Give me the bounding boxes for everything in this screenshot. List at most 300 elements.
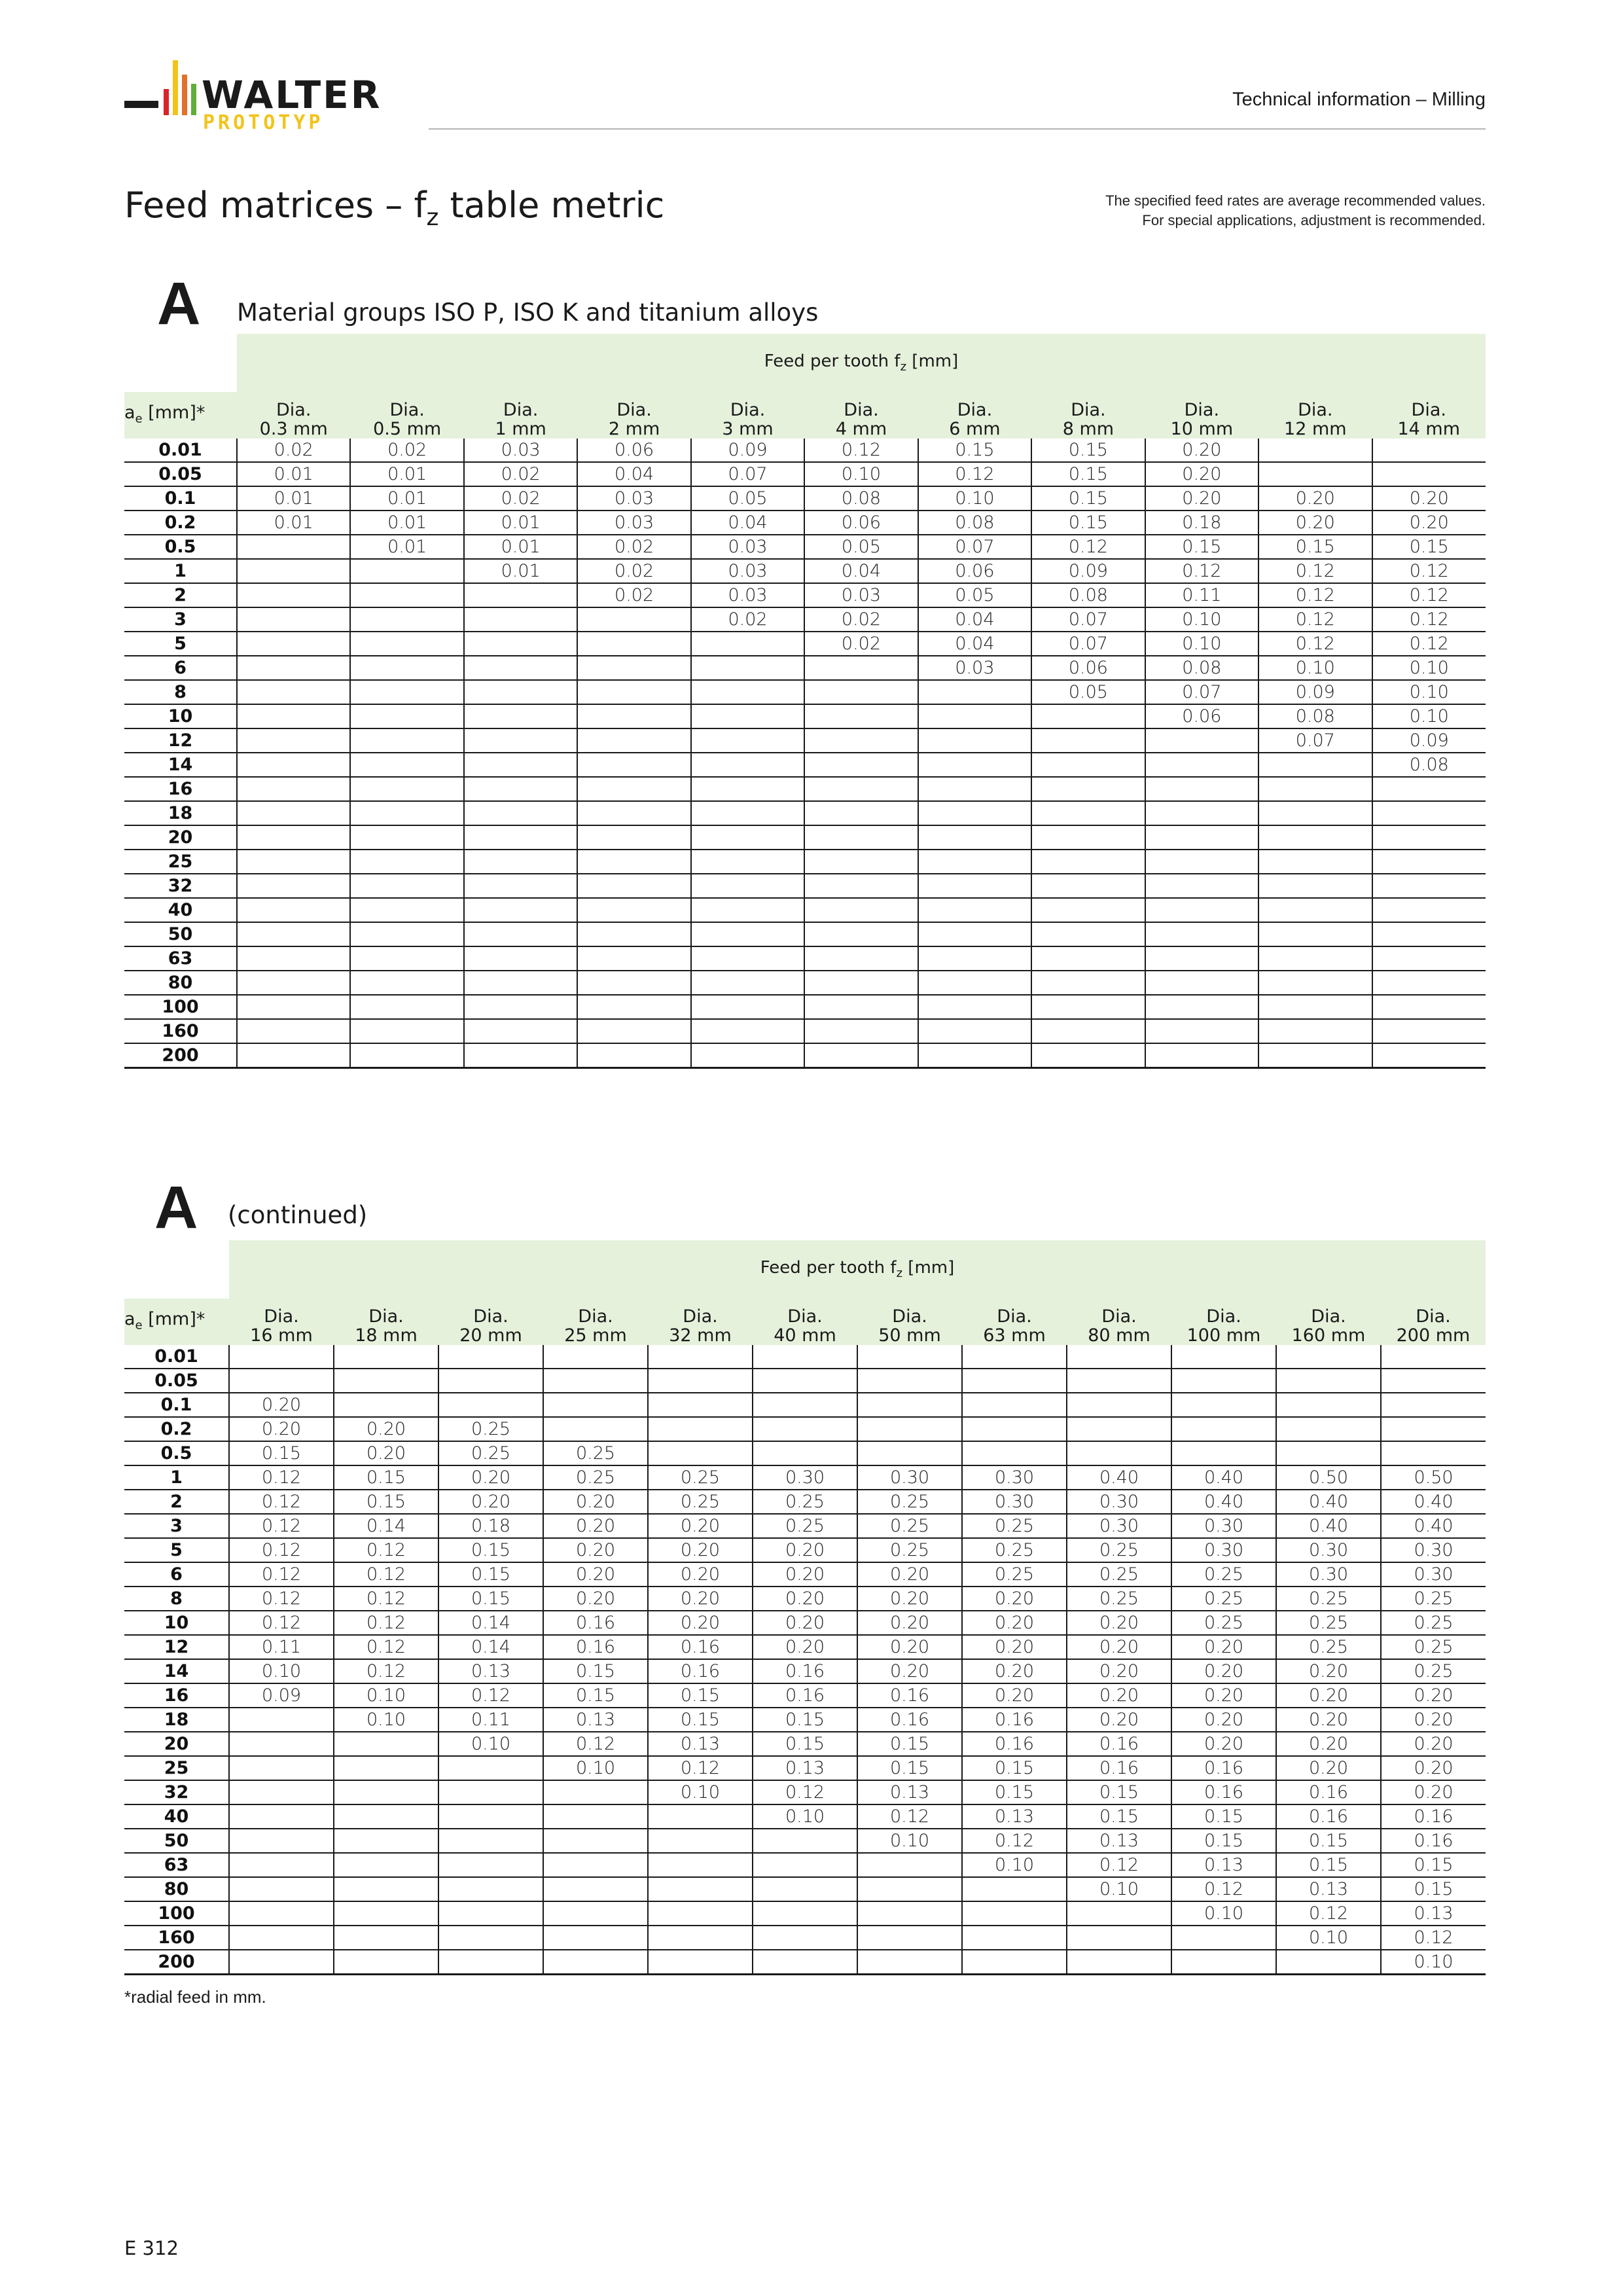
feed-cell: 0.12	[229, 1587, 334, 1611]
feed-cell: 0.08	[1258, 704, 1372, 728]
table-row	[124, 1019, 1486, 1043]
feed-cell	[857, 1877, 962, 1901]
feed-cell: 0.12	[1171, 1877, 1276, 1901]
feed-cell: 0.12	[334, 1635, 438, 1659]
table-row	[124, 1756, 1486, 1780]
feed-cell: 0.12	[1258, 559, 1372, 583]
feed-cell	[350, 946, 463, 971]
feed-cell	[1258, 995, 1372, 1019]
feed-cell	[543, 1345, 648, 1369]
feed-cell	[1372, 922, 1486, 946]
feed-cell	[1258, 1043, 1372, 1068]
feed-cell: 0.20	[1067, 1611, 1171, 1635]
column-header: Dia. 20 mm	[438, 1299, 543, 1345]
feed-cell: 0.09	[1031, 559, 1145, 583]
feed-cell	[691, 946, 804, 971]
feed-cell	[350, 559, 463, 583]
feed-cell: 0.25	[962, 1562, 1067, 1587]
feed-cell	[804, 971, 918, 995]
ae-value: 0.05	[124, 462, 237, 486]
feed-cell	[804, 874, 918, 898]
feed-cell: 0.15	[918, 439, 1031, 462]
feed-cell: 0.05	[691, 486, 804, 511]
feed-cell: 0.12	[334, 1538, 438, 1562]
feed-cell: 0.25	[1381, 1659, 1486, 1683]
feed-cell: 0.40	[1171, 1490, 1276, 1514]
ae-value: 50	[124, 922, 237, 946]
feed-cell	[350, 753, 463, 777]
feed-cell	[804, 946, 918, 971]
feed-cell: 0.13	[1171, 1853, 1276, 1877]
feed-cell: 0.12	[229, 1514, 334, 1538]
table-row	[124, 1780, 1486, 1804]
feed-cell	[648, 1950, 753, 1975]
feed-cell: 0.20	[1276, 1683, 1381, 1708]
feed-cell	[577, 680, 690, 704]
feed-cell: 0.25	[648, 1490, 753, 1514]
table-row	[124, 1683, 1486, 1708]
feed-cell: 0.12	[229, 1611, 334, 1635]
feed-cell	[577, 656, 690, 680]
feed-cell	[962, 1950, 1067, 1975]
feed-cell: 0.12	[1381, 1926, 1486, 1950]
feed-cell: 0.04	[577, 462, 690, 486]
feed-cell	[804, 656, 918, 680]
feed-cell: 0.25	[438, 1441, 543, 1465]
ae-value: 12	[124, 728, 237, 753]
ae-value: 0.5	[124, 535, 237, 559]
feed-cell: 0.16	[1381, 1829, 1486, 1853]
feed-cell: 0.13	[857, 1780, 962, 1804]
feed-cell: 0.13	[543, 1708, 648, 1732]
table-row	[124, 1926, 1486, 1950]
ae-value: 18	[124, 1708, 229, 1732]
feed-cell: 0.20	[962, 1635, 1067, 1659]
feed-cell: 0.02	[577, 559, 690, 583]
feed-cell	[438, 1804, 543, 1829]
feed-cell	[577, 922, 690, 946]
ae-value: 160	[124, 1926, 229, 1950]
feed-cell: 0.25	[1381, 1587, 1486, 1611]
ae-value: 8	[124, 1587, 229, 1611]
ae-value: 20	[124, 825, 237, 850]
feed-cell	[1031, 971, 1145, 995]
feed-cell: 0.03	[464, 439, 577, 462]
feed-cell: 0.03	[691, 559, 804, 583]
feed-cell: 0.08	[918, 511, 1031, 535]
feed-cell	[1372, 825, 1486, 850]
column-header: Dia. 2 mm	[577, 392, 690, 439]
feed-cell	[857, 1393, 962, 1417]
feed-cell	[1145, 971, 1258, 995]
feed-cell: 0.25	[857, 1514, 962, 1538]
feed-cell	[1145, 874, 1258, 898]
table-row	[124, 607, 1486, 632]
feed-cell	[577, 753, 690, 777]
feed-cell	[577, 874, 690, 898]
ae-value: 6	[124, 656, 237, 680]
note-line-2: For special applications, adjustment is recommended.	[1142, 212, 1486, 228]
feed-cell	[648, 1926, 753, 1950]
feed-cell	[438, 1950, 543, 1975]
feed-cell: 0.12	[229, 1490, 334, 1514]
table-row	[124, 1587, 1486, 1611]
feed-cell	[1067, 1441, 1171, 1465]
feed-cell: 0.25	[1171, 1587, 1276, 1611]
feed-cell	[543, 1780, 648, 1804]
feed-cell	[350, 656, 463, 680]
table-row	[124, 825, 1486, 850]
feed-cell: 0.04	[918, 632, 1031, 656]
feed-cell	[918, 922, 1031, 946]
feed-cell: 0.10	[1258, 656, 1372, 680]
feed-cell	[918, 850, 1031, 874]
feed-cell: 0.20	[962, 1659, 1067, 1683]
feed-cell: 0.12	[334, 1611, 438, 1635]
feed-cell: 0.12	[1372, 607, 1486, 632]
feed-cell	[918, 946, 1031, 971]
feed-cell	[753, 1829, 857, 1853]
feed-cell	[691, 632, 804, 656]
feed-cell	[438, 1901, 543, 1926]
feed-cell: 0.01	[464, 559, 577, 583]
feed-cell: 0.20	[648, 1514, 753, 1538]
feed-cell	[577, 1043, 690, 1068]
ae-value: 32	[124, 1780, 229, 1804]
ae-value: 5	[124, 632, 237, 656]
feed-cell	[691, 1019, 804, 1043]
table-row	[124, 1853, 1486, 1877]
feed-cell	[1031, 801, 1145, 825]
column-header: Dia. 50 mm	[857, 1299, 962, 1345]
feed-cell	[1145, 1043, 1258, 1068]
feed-cell: 0.20	[1381, 1708, 1486, 1732]
feed-cell: 0.15	[1171, 1829, 1276, 1853]
feed-cell: 0.20	[648, 1538, 753, 1562]
feed-cell: 0.16	[648, 1635, 753, 1659]
feed-cell: 0.20	[1067, 1683, 1171, 1708]
feed-cell	[334, 1369, 438, 1393]
feed-cell	[334, 1853, 438, 1877]
walter-prototyp-logo	[124, 60, 406, 132]
feed-cell	[857, 1417, 962, 1441]
feed-cell	[648, 1877, 753, 1901]
feed-cell: 0.10	[753, 1804, 857, 1829]
feed-cell	[1372, 777, 1486, 801]
table-row	[124, 922, 1486, 946]
feed-cell: 0.20	[857, 1562, 962, 1587]
feed-cell	[918, 971, 1031, 995]
feed-cell	[577, 777, 690, 801]
feed-cell: 0.30	[962, 1465, 1067, 1490]
feed-cell: 0.02	[464, 486, 577, 511]
table-row	[124, 971, 1486, 995]
feed-cell: 0.03	[577, 486, 690, 511]
feed-cell: 0.07	[918, 535, 1031, 559]
feed-cell: 0.15	[1276, 1853, 1381, 1877]
feed-cell	[1031, 898, 1145, 922]
feed-cell: 0.12	[918, 462, 1031, 486]
ae-value: 18	[124, 801, 237, 825]
feed-cell: 0.05	[1031, 680, 1145, 704]
table-row	[124, 1611, 1486, 1635]
feed-cell: 0.30	[1171, 1514, 1276, 1538]
feed-cell: 0.06	[804, 511, 918, 535]
feed-cell: 0.30	[1171, 1538, 1276, 1562]
feed-cell	[1381, 1369, 1486, 1393]
table-row	[124, 1490, 1486, 1514]
feed-cell	[229, 1732, 334, 1756]
feed-cell: 0.20	[1145, 462, 1258, 486]
feed-cell	[1258, 850, 1372, 874]
table-row	[124, 511, 1486, 535]
ae-value: 0.01	[124, 439, 237, 462]
feed-table-1	[124, 334, 1486, 1069]
feed-cell	[1258, 946, 1372, 971]
feed-cell	[691, 728, 804, 753]
feed-cell	[1031, 1043, 1145, 1068]
feed-cell	[1276, 1393, 1381, 1417]
page-title: Feed matrices – $f_z$ table metric	[124, 185, 665, 231]
feed-cell: 0.20	[648, 1562, 753, 1587]
feed-cell: 0.10	[804, 462, 918, 486]
table-row	[124, 777, 1486, 801]
ae-value: 0.1	[124, 1393, 229, 1417]
feed-cell	[1145, 825, 1258, 850]
feed-cell	[464, 1019, 577, 1043]
feed-cell: 0.12	[1145, 559, 1258, 583]
feed-cell	[962, 1926, 1067, 1950]
logo-name: WALTER	[202, 73, 382, 117]
feed-cell: 0.09	[691, 439, 804, 462]
table-row	[124, 728, 1486, 753]
feed-cell: 0.25	[962, 1538, 1067, 1562]
table-row	[124, 1369, 1486, 1393]
feed-cell: 0.10	[857, 1829, 962, 1853]
feed-cell: 0.07	[1258, 728, 1372, 753]
feed-cell: 0.01	[237, 462, 350, 486]
feed-cell: 0.10	[1372, 680, 1486, 704]
feed-cell	[237, 656, 350, 680]
feed-cell: 0.09	[1258, 680, 1372, 704]
feed-cell	[918, 753, 1031, 777]
feed-cell: 0.15	[438, 1562, 543, 1587]
feed-cell: 0.20	[753, 1538, 857, 1562]
footnote: *radial feed in mm.	[124, 1987, 266, 2007]
feed-cell	[691, 850, 804, 874]
feed-cell	[648, 1345, 753, 1369]
column-header: Dia. 32 mm	[648, 1299, 753, 1345]
feed-cell	[804, 680, 918, 704]
feed-cell	[438, 1369, 543, 1393]
feed-cell: 0.20	[753, 1635, 857, 1659]
ae-value: 0.05	[124, 1369, 229, 1393]
section2-letter: A	[154, 1174, 198, 1241]
feed-cell: 0.25	[753, 1514, 857, 1538]
column-header: Dia. 16 mm	[229, 1299, 334, 1345]
ae-value: 16	[124, 1683, 229, 1708]
feed-cell	[1031, 946, 1145, 971]
table-row	[124, 1562, 1486, 1587]
feed-cell: 0.20	[1258, 486, 1372, 511]
feed-cell	[229, 1345, 334, 1369]
feed-cell	[350, 607, 463, 632]
feed-cell	[543, 1417, 648, 1441]
feed-cell: 0.14	[438, 1635, 543, 1659]
feed-cell: 0.15	[1031, 511, 1145, 535]
feed-cell	[1372, 874, 1486, 898]
feed-cell: 0.15	[1067, 1780, 1171, 1804]
feed-cell	[1372, 1019, 1486, 1043]
feed-cell: 0.10	[1381, 1950, 1486, 1975]
feed-cell: 0.02	[804, 607, 918, 632]
ae-value: 6	[124, 1562, 229, 1587]
feed-cell: 0.25	[1276, 1587, 1381, 1611]
ae-value: 2	[124, 1490, 229, 1514]
column-header: Dia. 12 mm	[1258, 392, 1372, 439]
feed-cell	[577, 898, 690, 922]
feed-cell: 0.13	[753, 1756, 857, 1780]
table-row	[124, 486, 1486, 511]
feed-cell	[1372, 801, 1486, 825]
feed-cell	[1031, 704, 1145, 728]
feed-cell: 0.09	[1372, 728, 1486, 753]
table-row	[124, 1393, 1486, 1417]
ae-header: $a_e$ [mm]*	[124, 1299, 229, 1345]
feed-cell	[804, 704, 918, 728]
feed-cell: 0.18	[438, 1514, 543, 1538]
feed-cell: 0.12	[962, 1829, 1067, 1853]
feed-cell	[438, 1780, 543, 1804]
feed-cell: 0.15	[438, 1587, 543, 1611]
feed-cell	[1067, 1393, 1171, 1417]
ae-value: 1	[124, 559, 237, 583]
feed-cell	[237, 680, 350, 704]
feed-cell	[237, 583, 350, 607]
feed-cell	[1031, 874, 1145, 898]
feed-cell	[1372, 946, 1486, 971]
feed-cell: 0.20	[1381, 1756, 1486, 1780]
feed-cell	[691, 1043, 804, 1068]
feed-cell: 0.20	[648, 1587, 753, 1611]
feed-cell	[577, 825, 690, 850]
feed-cell: 0.09	[229, 1683, 334, 1708]
feed-cell: 0.20	[857, 1659, 962, 1683]
feed-cell	[1067, 1345, 1171, 1369]
feed-cell: 0.20	[962, 1683, 1067, 1708]
feed-cell: 0.03	[691, 535, 804, 559]
feed-cell: 0.40	[1381, 1514, 1486, 1538]
feed-cell	[1258, 971, 1372, 995]
ae-value: 40	[124, 898, 237, 922]
feed-cell	[1145, 1019, 1258, 1043]
feed-cell: 0.02	[237, 439, 350, 462]
feed-cell	[962, 1441, 1067, 1465]
feed-cell: 0.08	[1372, 753, 1486, 777]
feed-cell	[1381, 1393, 1486, 1417]
feed-cell	[962, 1369, 1067, 1393]
column-header: Dia. 200 mm	[1381, 1299, 1486, 1345]
feed-cell: 0.20	[1145, 486, 1258, 511]
feed-cell	[648, 1369, 753, 1393]
feed-cell	[962, 1877, 1067, 1901]
feed-cell	[691, 777, 804, 801]
table-row	[124, 995, 1486, 1019]
feed-cell	[857, 1926, 962, 1950]
feed-cell: 0.05	[804, 535, 918, 559]
feed-cell	[1258, 922, 1372, 946]
ae-value: 5	[124, 1538, 229, 1562]
feed-cell	[1145, 898, 1258, 922]
column-header: Dia. 8 mm	[1031, 392, 1145, 439]
feed-cell: 0.16	[857, 1708, 962, 1732]
feed-cell	[691, 971, 804, 995]
feed-cell	[334, 1950, 438, 1975]
feed-cell	[464, 922, 577, 946]
feed-cell: 0.25	[438, 1417, 543, 1441]
feed-cell: 0.12	[229, 1465, 334, 1490]
feed-cell: 0.12	[1067, 1853, 1171, 1877]
feed-cell	[804, 995, 918, 1019]
feed-cell: 0.30	[1276, 1562, 1381, 1587]
feed-cell	[1258, 825, 1372, 850]
feed-cell	[334, 1877, 438, 1901]
feed-cell: 0.15	[543, 1683, 648, 1708]
feed-cell	[543, 1829, 648, 1853]
column-header: Dia. 63 mm	[962, 1299, 1067, 1345]
feed-cell: 0.15	[857, 1732, 962, 1756]
feed-cell	[543, 1853, 648, 1877]
feed-cell: 0.20	[543, 1587, 648, 1611]
feed-cell	[1171, 1345, 1276, 1369]
feed-cell	[804, 728, 918, 753]
feed-cell	[237, 728, 350, 753]
ae-value: 200	[124, 1950, 229, 1975]
feed-cell	[237, 1019, 350, 1043]
feed-cell	[577, 971, 690, 995]
feed-cell: 0.13	[1067, 1829, 1171, 1853]
feed-cell: 0.16	[1171, 1780, 1276, 1804]
feed-cell	[543, 1369, 648, 1393]
feed-cell: 0.25	[857, 1490, 962, 1514]
feed-cell: 0.16	[1276, 1804, 1381, 1829]
feed-cell: 0.15	[962, 1780, 1067, 1804]
column-header: Dia. 3 mm	[691, 392, 804, 439]
feed-cell	[918, 777, 1031, 801]
feed-cell: 0.04	[918, 607, 1031, 632]
feed-cell	[1145, 801, 1258, 825]
feed-cell: 0.10	[543, 1756, 648, 1780]
column-header: Dia. 0.3 mm	[237, 392, 350, 439]
feed-cell: 0.08	[1031, 583, 1145, 607]
feed-cell: 0.03	[918, 656, 1031, 680]
feed-cell: 0.20	[334, 1441, 438, 1465]
feed-cell: 0.20	[1171, 1683, 1276, 1708]
logo-sub: PROTOTYP	[203, 111, 324, 132]
feed-cell	[857, 1950, 962, 1975]
feed-cell: 0.18	[1145, 511, 1258, 535]
feed-cell	[1145, 728, 1258, 753]
feed-cell	[804, 801, 918, 825]
feed-cell: 0.20	[1381, 1780, 1486, 1804]
feed-cell: 0.25	[753, 1490, 857, 1514]
feed-cell	[1258, 801, 1372, 825]
feed-cell: 0.15	[1372, 535, 1486, 559]
feed-cell: 0.20	[543, 1538, 648, 1562]
feed-cell: 0.40	[1171, 1465, 1276, 1490]
table-row	[124, 1465, 1486, 1490]
feed-cell	[237, 1043, 350, 1068]
